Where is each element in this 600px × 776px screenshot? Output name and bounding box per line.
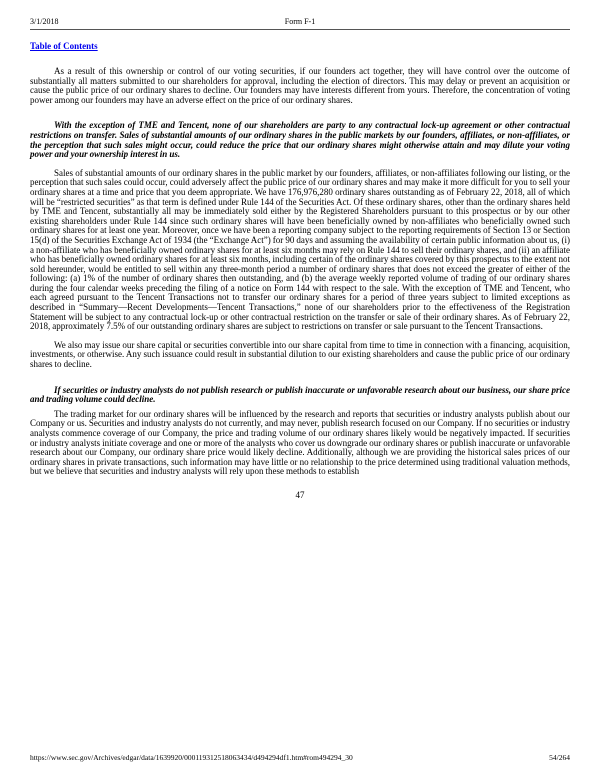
header-form-title: Form F-1 xyxy=(284,17,316,26)
header-date: 3/1/2018 xyxy=(30,17,59,26)
page-number: 47 xyxy=(295,489,305,500)
table-of-contents-link[interactable]: Table of Contents xyxy=(30,41,98,51)
print-header xyxy=(0,0,600,29)
paragraph-share-issuance: We also may issue our share capital or securities convertible into our share capital from time to time in connection with a financing, acquisition, investments, or otherwise. Any such issuance could result in substantial dilution to our existing shareholders and cause the public price of our ordinary shares to decline. xyxy=(30,339,570,370)
footer-page-indicator: 54/264 xyxy=(549,753,570,762)
footer-url: https://www.sec.gov/Archives/edgar/data/1639920/000119312518063434/d494294df1.htm#rom494294_30 xyxy=(30,753,353,762)
risk-heading-analyst-research: If securities or industry analysts do not publish research or publish inaccurate or unfavorable research about our business, our share price and trading volume could decline. xyxy=(30,384,570,405)
paragraph-trading-market: The trading market for our ordinary shares will be influenced by the research and reports that securities or industry analysts publish about our Company or us. Securities and industry analysts do not currently, and may never, publish research focused on our Company. If no securities or industry analysts commence coverage of our Company, the price and trading volume of our ordinary shares likely would be negatively impacted. If securities or industry analysts initiate coverage and one or more of the analysts who cover us downgrade our ordinary shares or publish inaccurate or unfavorable research about our Company, our ordinary share price would likely decline. Additionally, although we are providing the historical sales prices of our ordinary shares in private transactions, such information may have little or no relationship to the price determined using traditional valuation methods, but we believe that securities and industry analysts will rely upon these methods to establish xyxy=(30,408,571,477)
document-body xyxy=(0,30,600,500)
print-footer xyxy=(0,753,600,762)
paragraph-voting-control: As a result of this ownership or control of our voting securities, if our founders act together, they will have control over the outcome of substantially all matters submitted to our shareholders for approval, including the election of directors. This may delay or prevent an acquisition or cause the public price of our ordinary shares to decline. Our founders may have interests different from yours. Therefore, the concentration of voting power among our founders may have an adverse effect on the price of our ordinary shares. xyxy=(30,66,570,105)
risk-heading-lockup: With the exception of TME and Tencent, none of our shareholders are party to any contractual lock-up agreement or other contractual restrictions on transfer. Sales of substantial amounts of our ordinary shares in the public markets by our founders, affiliates, or non-affiliates, or the perception that such sales might occur, could reduce the price that our ordinary shares might otherwise attain and may dilute your voting power and your ownership interest in us. xyxy=(30,120,570,160)
paragraph-rule-144: Sales of substantial amounts of our ordinary shares in the public market by our founders, affiliates, or non-affiliates following our listing, or the perception that such sales could occur, could adversely affect the public price of our ordinary shares and may make it more difficult for you to sell your ordinary shares at a time and price that you deem appropriate. We have 176,976,280 ordinary shares outstanding as of February 22, 2018, all of which will be “restricted securities” as that term is defined under Rule 144 of the Securities Act. Of these ordinary shares, other than the ordinary shares held by TME and Tencent, substantially all may be immediately sold either by the Registered Shareholders pursuant to this prospectus or by our other existing shareholders under Rule 144 since such ordinary shares will have been beneficially owned by non-affiliates who beneficially owned such ordinary shares for at least one year. Moreover, once we have been a reporting company subject to the reporting requirements of Section 13 or Section 15(d) of the Securities Exchange Act of 1934 (the “Exchange Act”) for 90 days and assuming the availability of certain public information about us, (i) a non-affiliate who has beneficially owned ordinary shares for at least six months may rely on Rule 144 to sell their ordinary shares, and (ii) an affiliate who has beneficially owned ordinary shares for at least six months, including certain of the ordinary shares covered by this prospectus to the extent not sold hereunder, would be entitled to sell within any three-month period a number of ordinary shares that does not exceed the greater of either of the following: (a) 1% of the number of ordinary shares then outstanding, and (b) the average weekly reported volume of trading of our ordinary shares during the four calendar weeks preceding the filing of a notice on Form 144 with respect to the sale. With the exception of TME and Tencent, who each agreed pursuant to the Tencent Transactions not to transfer our ordinary shares for a period of three years subject to limited exceptions as described in “Summary—Recent Developments—Tencent Transactions,” none of our shareholders prior to the effectiveness of the Registration Statement will be subject to any contractual lock-up or other contractual restriction on the transfer or sale of their ordinary shares. As of February 22, 2018, approximately 7.5% of our outstanding ordinary shares are subject to restrictions on transfer or sale pursuant to the Tencent Transactions. xyxy=(30,167,570,332)
